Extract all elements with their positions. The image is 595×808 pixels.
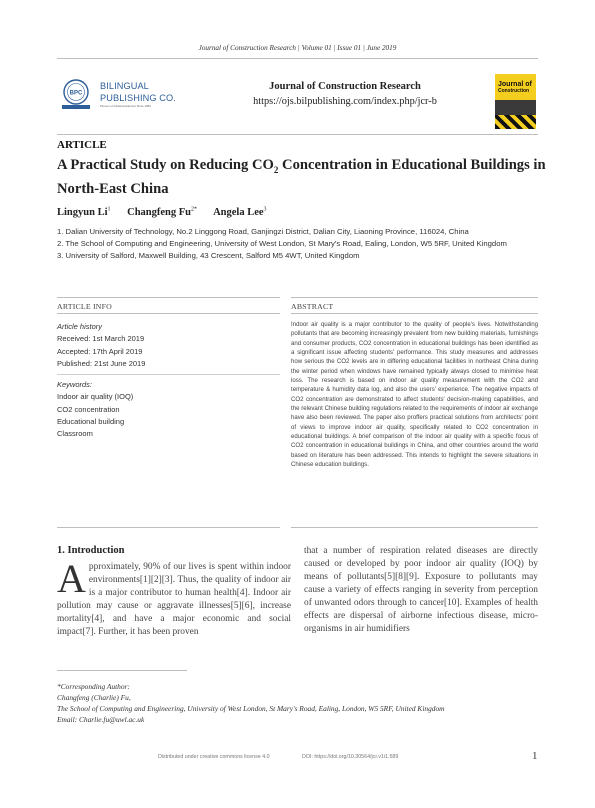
running-head: Journal of Construction Research | Volume 01 | Issue 01 | June 2019	[198, 44, 397, 52]
cover-image	[495, 100, 536, 115]
footnote-email[interactable]: Email: Charlie.fu@uwl.ac.uk	[57, 715, 145, 724]
info-divider	[57, 374, 280, 376]
accepted-date: Accepted: 17th April 2019	[57, 346, 143, 356]
abstract	[291, 301, 538, 470]
keyword-item: CO2 concentration	[57, 404, 120, 414]
article-title: A Practical Study on Reducing $CO_2$ Concentration in Educational Buildings in North-East China	[57, 157, 546, 197]
journal-name: Journal of Construction Research	[269, 81, 421, 92]
cover-stripe	[495, 115, 536, 129]
publisher-line2: PUBLISHING CO.	[100, 93, 176, 103]
history-label: Article history	[57, 322, 103, 331]
drop-cap: A	[57, 556, 86, 601]
received-date: Received: 1st March 2019	[57, 334, 145, 344]
footer-doi[interactable]: DOI: https://doi.org/10.30564/jcr.v1i1.589	[302, 754, 399, 760]
abstract-top-rule	[291, 297, 538, 298]
intro-right-column: that a number of respiration related diseases are directly caused or developed by poor indoor air quality (IOQ) by means of pollutants[5][8][9]. Exposure to pollutants may cause a variety of effects ranging in severity from perception of unwanted odors through to cancer[10]. Examples of health effects are dispersal of airborne infectious disease, micro-organisms in air humidifiers	[304, 546, 538, 634]
affiliation-2: 2. The School of Computing and Engineering, University of West London, St Mary's Road, Ealing, London, W5 5RF, United Kingdom	[57, 238, 507, 248]
affiliations	[57, 226, 537, 261]
publisher-line1: BILINGUAL	[100, 81, 149, 91]
footer-license: Distributed under creative commons license 4.0	[158, 754, 270, 760]
info-bottom-rule	[57, 527, 280, 528]
abstract-text: Indoor air quality is a major contributor to the quality of people's lives. Notwithstanding pollutants that are becoming increasingly prevalent from new building materials, furnishings and consumer products, CO2 concentration in educational buildings has been identified as a significant issue affecting students' performance. This study measures and addresses how serious the CO2 levels are in differing educational facilities in northeast China during the winter period when windows have remained typically always closed to minimise heat loss. The research is based on indoor air quality measurement with the CO2 and temperature & humidity data log, and also the users' experience. The negative impacts of CO2 concentration are demonstrated to affect students' decision-making capabilities, and the relevant Chinese building regulations related to the requirements of indoor air exchange have also been reviewed. The paper also proffers practical solutions from architects' point of views to improve indoor air quality, specifically related to CO2 concentration in educational buildings. A brief comparison of the indoor air quality with a specific focus of CO2 concentration in educational buildings in China, and other countries around the world based on literature has been addressed. This intends to highlight the severe situations in Chinese education buildings.	[291, 321, 538, 469]
keyword-item: Educational building	[57, 417, 125, 427]
author-1[interactable]: Lingyun Li$^1$	[57, 206, 111, 218]
cover-title: Journal of Construction	[498, 81, 532, 94]
keyword-item: Indoor air quality (IOQ)	[57, 392, 134, 402]
footnote-name: Changfeng (Charlie) Fu,	[57, 693, 131, 702]
publisher-logo-text: BPC	[69, 90, 83, 97]
author-2[interactable]: Changfeng $Fu^{2*}$	[127, 206, 198, 218]
journal-block	[200, 81, 490, 107]
publisher-tagline: Pioneer of Global Academics Since 1984	[100, 104, 151, 108]
author-list	[57, 206, 281, 218]
keywords-label: Keywords:	[57, 380, 93, 390]
article-info-heading: ARTICLE INFO	[57, 302, 112, 311]
keyword-item: Classroom	[57, 429, 93, 439]
header-rule	[57, 58, 538, 59]
affiliation-1: 1. Dalian University of Technology, No.2 Linggong Road, Ganjingzi District, Dalian City, Liaoning Province, 116024, China	[57, 227, 469, 236]
info-top-rule	[57, 297, 280, 298]
article-info	[57, 301, 280, 441]
title-rule	[57, 134, 538, 135]
footnote-affiliation: The School of Computing and Engineering, University of West London, St Mary's Road, Ealing, London, W5 5RF, United Kingdom	[57, 704, 445, 713]
publisher-name	[100, 80, 176, 104]
section-heading-introduction: 1. Introduction	[57, 545, 125, 556]
footnote-rule	[57, 670, 187, 671]
published-date: Published: 21st June 2019	[57, 358, 146, 368]
journal-url[interactable]: https://ojs.bilpublishing.com/index.php/jcr-b	[253, 96, 437, 107]
footnote-label: *Corresponding Author:	[57, 682, 130, 691]
intro-left-column	[57, 556, 291, 639]
affiliation-3: 3. University of Salford, Maxwell Building, 43 Crescent, Salford M5 4WT, United Kingdom	[57, 250, 360, 260]
journal-cover	[495, 74, 536, 129]
abstract-heading: ABSTRACT	[291, 302, 334, 311]
page-number: 1	[532, 750, 538, 762]
author-3[interactable]: Angela Lee$^3$	[213, 206, 267, 218]
publisher-logo-icon	[56, 78, 96, 110]
article-label: ARTICLE	[57, 139, 107, 151]
intro-left-text: pproximately, 90% of our lives is spent within indoor environments[1][2][3]. Thus, the quality of indoor air is a major contributor to human health[4]. Indoor air pollution may cause or aggravate illnesses[5][6], increase mortality[4], and have a major economic and social impact[7]. Further, it has been proven	[57, 562, 291, 637]
corresponding-author-footnote	[57, 681, 537, 725]
abstract-bottom-rule	[291, 527, 538, 528]
